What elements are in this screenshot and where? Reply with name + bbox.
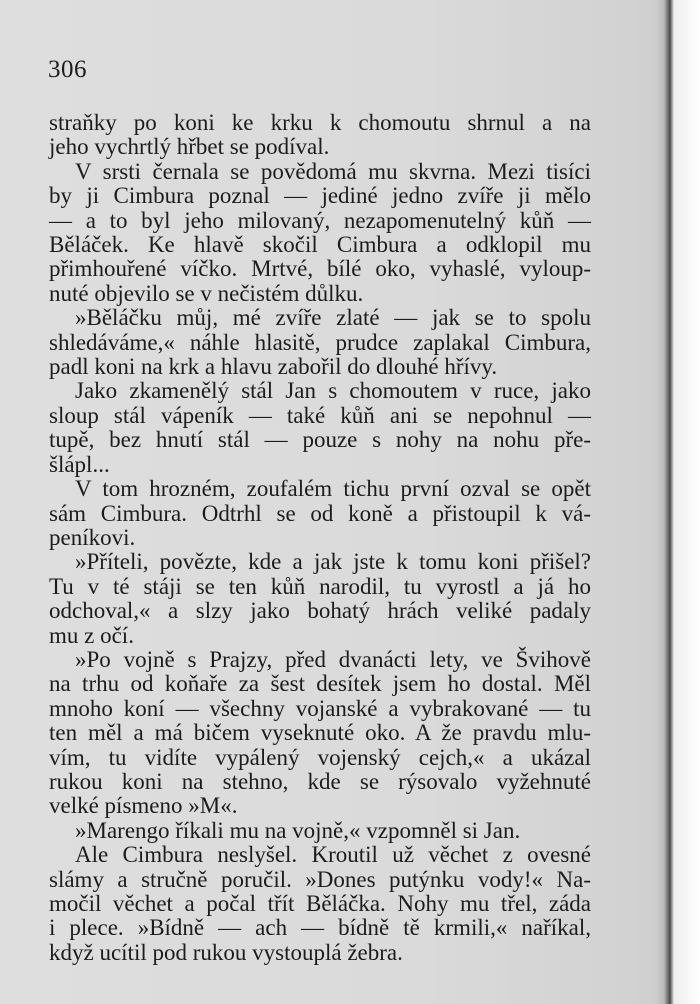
text-line: mnoho koní — všechny vojanské a vybrakované — tu xyxy=(49,695,591,721)
text-line: padl koni na krk a hlavu zabořil do dlouhé hřívy. xyxy=(49,354,498,380)
text-line: V tom hrozném, zoufalém tichu první ozval se opět xyxy=(75,476,591,502)
text-line: Tu v té stáji se ten kůň narodil, tu vyrostl a já ho xyxy=(49,573,591,599)
text-line: peníkovi. xyxy=(49,524,136,550)
book-spine xyxy=(656,0,700,1004)
text-line: sloup stál vápeník — také kůň ani se nepohnul — xyxy=(49,402,591,428)
text-line: V srsti černala se povědomá mu skvrna. Mezi tisíci xyxy=(75,158,591,184)
text-line: na trhu od koňaře za šest desítek jsem ho dostal. Měl xyxy=(49,671,591,697)
text-line: i plece. »Bídně — ach — bídně tě krmili,« naříkal, xyxy=(49,915,591,941)
text-line: »Příteli, povězte, kde a jak jste k tomu koni přišel? xyxy=(75,549,591,575)
text-line: velké písmeno »M«. xyxy=(49,793,238,819)
text-line: rukou koni na stehno, kde se rýsovalo vyžehnuté xyxy=(49,768,591,794)
text-line: když ucítil pod rukou vystouplá žebra. xyxy=(49,939,403,965)
text-line: »Běláčku můj, mé zvíře zlaté — jak se to spolu xyxy=(75,305,591,331)
text-line: by ji Cimbura poznal — jediné jedno zvíře ji mělo xyxy=(49,183,591,209)
text-line: odchoval,« a slzy jako bohatý hrách veliké padaly xyxy=(49,598,591,624)
text-line: ten měl a má bičem vyseknuté oko. A že pravdu mlu- xyxy=(49,720,591,746)
text-line: šlápl... xyxy=(49,451,110,477)
text-line: jeho vychrtlý hřbet se podíval. xyxy=(49,134,330,160)
text-line: Jako zkamenělý stál Jan s chomoutem v ruce, jako xyxy=(75,378,591,404)
text-line: močil věchet a počal třít Běláčka. Nohy mu třel, záda xyxy=(49,891,591,916)
text-line: vím, tu vidíte vypálený vojenský cejch,« a ukázal xyxy=(49,744,591,770)
text-line: »Marengo říkali mu na vojně,« vzpomněl si Jan. xyxy=(75,817,521,843)
text-line: shledáváme,« náhle hlasitě, prudce zaplakal Cimbura, xyxy=(49,329,591,355)
text-line: mu z očí. xyxy=(49,622,134,648)
text-line: slámy a stručně poručil. »Dones putýnku vody!« Na- xyxy=(49,866,591,892)
text-line: »Po vojně s Prajzy, před dvanácti lety, ve Švihově xyxy=(75,646,591,672)
text-line: sám Cimbura. Odtrhl se od koně a přistoupil k vá- xyxy=(49,500,591,526)
text-line: Ale Cimbura neslyšel. Kroutil už věchet z ovesné xyxy=(75,842,591,868)
text-line: — a to byl jeho milovaný, nezapomenutelný kůň — xyxy=(49,207,591,233)
text-line: přimhouřené víčko. Mrtvé, bílé oko, vyhaslé, vyloup- xyxy=(49,256,591,282)
text-line: straňky po koni ke krku k chomoutu shrnul a na xyxy=(49,110,591,135)
text-line: Běláček. Ke hlavě skočil Cimbura a odklopil mu xyxy=(49,232,591,258)
text-line: nuté objevilo se v nečistém důlku. xyxy=(49,280,364,306)
page-number: 306 xyxy=(48,56,87,83)
text-line: tupě, bez hnutí stál — pouze s nohy na nohu pře- xyxy=(49,427,591,453)
body-text xyxy=(49,111,591,965)
